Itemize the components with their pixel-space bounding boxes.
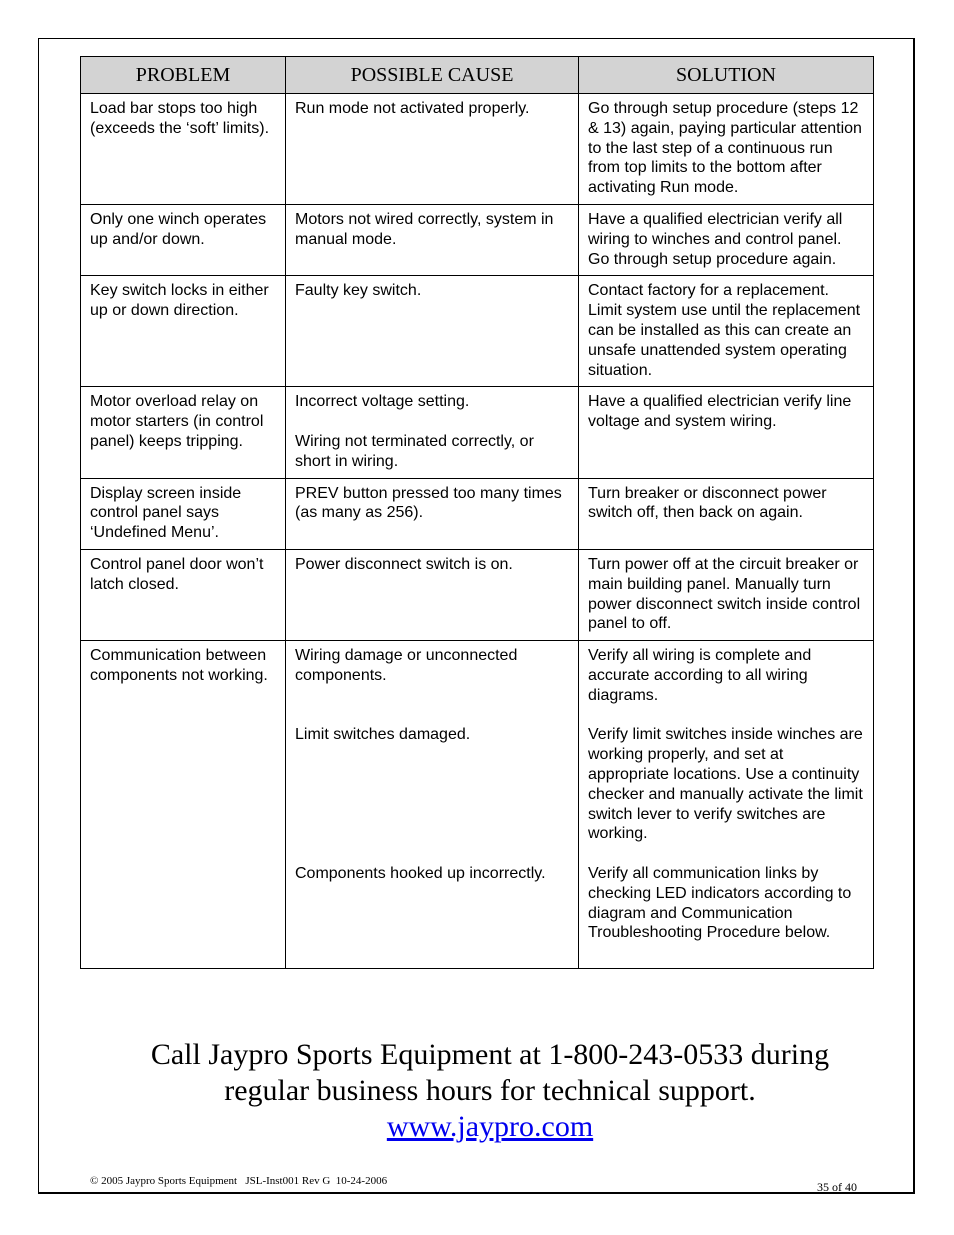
header-problem: PROBLEM [81, 57, 286, 94]
solution-text: Contact factory for a replacement. Limit system use until the replacement can be installed as this can create an unsafe unattended system operating situation. [588, 282, 861, 379]
solution-text: Have a qualified electrician verify all wiring to winches and control panel. Go through setup procedure again. [588, 211, 843, 268]
table-row [81, 641, 874, 969]
cause-text: Limit switches damaged. [295, 726, 471, 744]
solution-text: Verify all wiring is complete and accurate according to all wiring diagrams. [588, 647, 812, 704]
solution-cell [579, 387, 874, 478]
solution-cell [579, 276, 874, 387]
cause-cell [286, 387, 579, 478]
cause-cell [286, 549, 579, 640]
solution-text: Go through setup procedure (steps 12 & 13) again, paying particular attention to the last step of a continuous run from top limits to the bottom after activating Run mode. [588, 100, 862, 197]
problem-cell: Only one winch operates up and/or down. [81, 205, 286, 276]
problem-cell: Control panel door won’t latch closed. [81, 549, 286, 640]
solution-cell [579, 94, 874, 205]
table-row [81, 478, 874, 549]
table-row [81, 205, 874, 276]
solution-cell [579, 549, 874, 640]
cause-text: Incorrect voltage setting. [295, 393, 470, 411]
cause-text: Components hooked up incorrectly. [295, 864, 546, 882]
cause-text: Wiring damage or unconnected components. [295, 647, 518, 684]
solution-cell [579, 478, 874, 549]
solution-text: Turn breaker or disconnect power switch off, then back on again. [588, 484, 827, 522]
cause-cell [286, 94, 579, 205]
cause-cell [286, 276, 579, 387]
support-line-1: Call Jaypro Sports Equipment at 1-800-243-0533 during [150, 1038, 830, 1071]
solution-text: Verify limit switches inside winches are working properly, and set at appropriate locations. Use a continuity checker and manually activate the limit switch lever to verify switches are working. [588, 726, 863, 843]
cause-text: Faulty key switch. [295, 282, 422, 300]
cause-cell [286, 205, 579, 276]
cause-cell [286, 478, 579, 549]
cause-text: Wiring not terminated correctly, or short in wiring. [295, 432, 534, 470]
problem-cell: Communication between components not working. [81, 641, 286, 969]
solution-text: Turn power off at the circuit breaker or main building panel. Manually turn power disconnect switch inside control panel to off. [588, 555, 861, 633]
solution-text: Verify all communication links by checking LED indicators according to diagram and Communication Troubleshooting Procedure below. [588, 864, 852, 942]
problem-cell: Display screen inside control panel says ‘Undefined Menu’. [81, 478, 286, 549]
solution-text: Have a qualified electrician verify line voltage and system wiring. [588, 393, 852, 431]
cause-text: Motors not wired correctly, system in manual mode. [295, 211, 554, 248]
page-number: 35 of 40 [817, 1180, 857, 1194]
troubleshooting-table [80, 56, 874, 969]
cause-cell [286, 641, 579, 969]
problem-cell: Key switch locks in either up or down direction. [81, 276, 286, 387]
solution-cell [579, 205, 874, 276]
table-row [81, 276, 874, 387]
header-solution: SOLUTION [579, 57, 874, 94]
footer-copyright: © 2005 Jaypro Sports Equipment JSL-Inst001 Rev G 10-24-2006 [90, 1175, 388, 1187]
cause-text: Run mode not activated properly. [295, 100, 530, 117]
header-possible-cause: POSSIBLE CAUSE [286, 57, 579, 94]
table-header-row [81, 57, 874, 94]
support-callout [80, 1037, 900, 1145]
table-row [81, 387, 874, 478]
cause-text: Power disconnect switch is on. [295, 555, 513, 573]
website-link[interactable]: www.jaypro.com [386, 1110, 594, 1143]
support-line-2: regular business hours for technical support. [224, 1074, 756, 1107]
problem-cell: Motor overload relay on motor starters (in control panel) keeps tripping. [81, 387, 286, 478]
cause-text: PREV button pressed too many times (as many as 256). [295, 484, 562, 522]
problem-cell: Load bar stops too high (exceeds the ‘soft’ limits). [81, 94, 286, 205]
table-row [81, 94, 874, 205]
solution-cell [579, 641, 874, 969]
table-row [81, 549, 874, 640]
